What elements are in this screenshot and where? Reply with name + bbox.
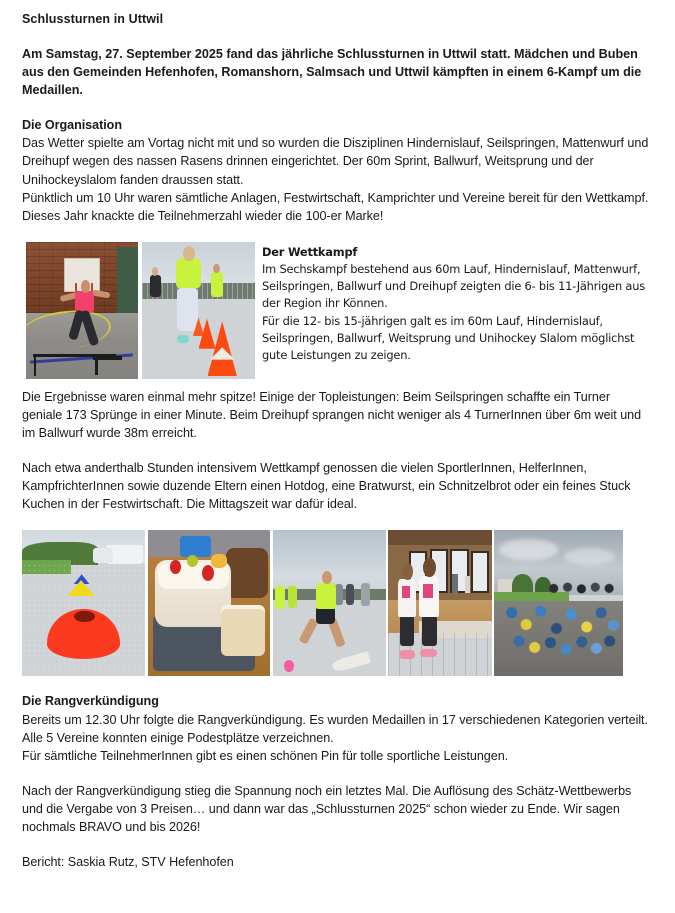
wettkampf-heading: Der Wettkampf [262,244,358,259]
rangverkuendigung-body-1: Bereits um 12.30 Uhr folgte die Rangverkündigung. Es wurden Medaillen in 17 verschiedenen Kategorien verteilt. Alle 5 Vereine konnten einige Podestplätze verzeichnen. [22,712,648,745]
wettkampf-body-2: Für die 12- bis 15-jährigen galt es im 60m Lauf, Hindernislauf, Seilspringen, Ballwurf, Weitsprung und Unihockey Slalom möglichst gute Leistungen zu zeigen. [262,313,635,363]
page-title: Schlussturnen in Uttwil [22,12,164,26]
section-schluss: Nach der Rangverkündigung stieg die Spannung noch ein letztes Mal. Die Auflösung des Schätz-Wettbewerbs und die Vergabe von 3 Preisen… und dann war das „Schlussturnen 2025“ schon wieder zu Ende. Wir sagen nochmals BRAVO und bis 2026! [22,783,632,834]
rangverkuendigung-body-2: Für sämtliche TeilnehmerInnen gibt es einen schönen Pin für tolle sportliche Leistungen. [22,748,509,763]
organisation-heading: Die Organisation [22,118,122,133]
section-wettkampf [262,244,652,364]
section-organisation [22,116,652,225]
wettkampf-body-1: Im Sechskampf bestehend aus 60m Lauf, Hindernislauf, Mattenwurf, Seilspringen, Ballwurf und Dreihupf zeigten die 6- bis 11-Jährigen aus der Region ihr Können. [262,262,645,311]
photo-cone-slalom-outdoor [142,242,255,379]
photo-strip [22,530,652,678]
photo-crowd-rangverkuendigung [494,530,623,676]
intro-paragraph: Am Samstag, 27. September 2025 fand das jährliche Schlussturnen in Uttwil statt. Mädchen und Buben aus den Gemeinden Hefenhofen, Romanshorn, Salmsach und Uttwil kämpften in einem 6-Kampf um die Medaillen. [22,47,642,98]
photo-unihockey-slalom [273,530,386,676]
section-rangverkuendigung [22,692,652,764]
organisation-body-1: Das Wetter spielte am Vortag nicht mit und so wurden die Disziplinen Hindernislauf, Seilspringen, Mattenwurf und Dreihupf wegen des nassen Rasens drinnen eingerichtet. Der 60m Sprint, Ballwurf, Weitsprung und der Unihockeyslalom fanden draussen statt. [22,136,649,187]
organisation-body-2: Pünktlich um 10 Uhr waren sämtliche Anlagen, Festwirtschaft, Kamprichter und Vereine bereit für den Wettkampf. Dieses Jahr knackte die Teilnehmerzahl wieder die 100-er Marke! [22,190,649,223]
photo-cakes-festwirtschaft [148,530,270,676]
section-ergebnisse: Die Ergebnisse waren einmal mehr spitze! Einige der Topleistungen: Beim Seilspringen schaffte ein Turner geniale 173 Sprünge in einer Minute. Beim Dreihupf sprangen nicht weniger als 4 TurnerInnen über 6m weit und im Ballwurf wurde 38m erreicht. [22,389,642,441]
document-content [22,11,652,871]
photo-cones-on-road [22,530,145,676]
section-verpflegung: Nach etwa anderthalb Stunden intensivem Wettkampf genossen die vielen SportlerInnen, HelferInnen, KampfrichterInnen sowie duzende Eltern einen Hotdog, eine Bratwurst, ein Schnitzelbrot oder ein feines Stuck Kuchen in der Festwirtschaft. Die Mittagszeit war dafür ideal. [22,461,631,512]
byline: Bericht: Saskia Rutz, STV Hefenhofen [22,855,234,870]
top-photo-row [22,242,652,382]
photo-podium-hall [388,530,492,676]
photo-hurdle-jump-gym [26,242,138,379]
rangverkuendigung-heading: Die Rangverkündigung [22,694,159,709]
